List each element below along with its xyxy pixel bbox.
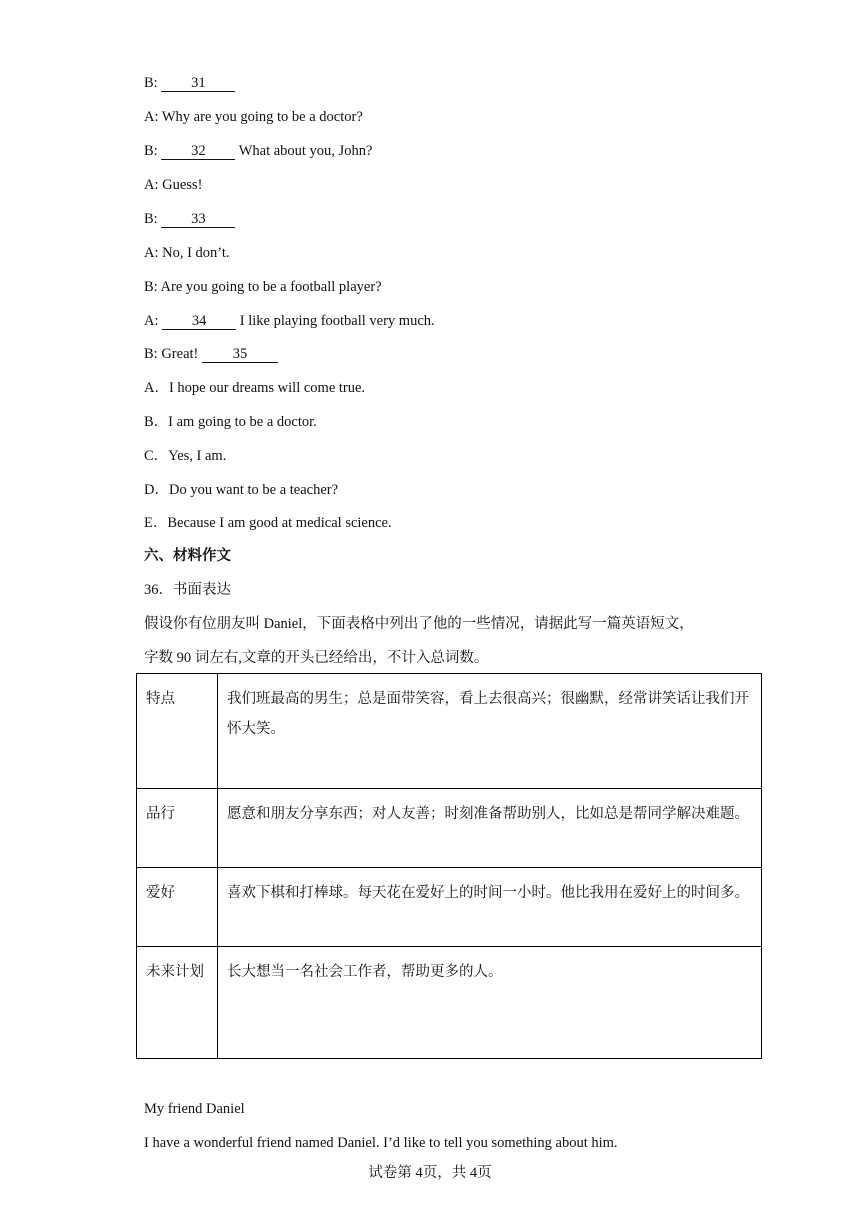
answer-blank: 32: [161, 144, 235, 160]
question-label: 36．书面表达: [144, 582, 231, 598]
essay-start: I have a wonderful friend named Daniel. I’d like to tell you something about him.: [144, 1135, 618, 1151]
dialogue-line: A: No, I don’t.: [144, 245, 230, 261]
option-c: C．Yes, I am.: [144, 448, 227, 464]
info-table: [136, 673, 762, 1059]
dialogue-line: B: 31: [144, 74, 235, 92]
page-footer: 试卷第 4页，共 4页: [368, 1165, 492, 1181]
section-title: 六、材料作文: [144, 548, 231, 564]
table-row: [137, 789, 762, 868]
essay-title: My friend Daniel: [144, 1101, 245, 1117]
table-value: 长大想当一名社会工作者，帮助更多的人。: [218, 947, 762, 1059]
instruction-line: 假设你有位朋友叫 Daniel，下面表格中列出了他的一些情况，请据此写一篇英语短文，: [144, 616, 694, 632]
answer-blank: 34: [162, 314, 236, 330]
dialogue-line: A: 34 I like playing football very much.: [144, 313, 435, 329]
table-key: 爱好: [137, 868, 218, 947]
answer-blank: 31: [161, 76, 235, 92]
table-value: 我们班最高的男生；总是面带笑容，看上去很高兴；很幽默，经常讲笑话让我们开怀大笑。: [218, 674, 762, 789]
option-b: B．I am going to be a doctor.: [144, 414, 317, 430]
answer-blank: 33: [161, 212, 235, 228]
dialogue-line: A: Why are you going to be a doctor?: [144, 109, 363, 125]
table-key: 特点: [137, 674, 218, 789]
dialogue-line: B: Are you going to be a football player?: [144, 279, 382, 295]
table-key: 未来计划: [137, 947, 218, 1059]
table-value: 喜欢下棋和打棒球。每天花在爱好上的时间一小时。他比我用在爱好上的时间多。: [218, 868, 762, 947]
option-a: A．I hope our dreams will come true.: [144, 380, 366, 396]
option-e: E．Because I am good at medical science.: [144, 515, 392, 531]
instruction-line: 字数 90 词左右,文章的开头已经给出，不计入总词数。: [144, 650, 489, 666]
answer-blank: 35: [202, 347, 278, 363]
table-row: [137, 868, 762, 947]
dialogue-line: B: 33: [144, 210, 235, 228]
option-d: D．Do you want to be a teacher?: [144, 482, 339, 498]
dialogue-line: B: Great! 35: [144, 345, 278, 363]
dialogue-line: B: 32 What about you, John?: [144, 143, 373, 159]
dialogue-line: A: Guess!: [144, 177, 203, 193]
table-row: [137, 674, 762, 789]
table-key: 品行: [137, 789, 218, 868]
table-row: [137, 947, 762, 1059]
table-value: 愿意和朋友分享东西；对人友善；时刻准备帮助别人，比如总是帮同学解决难题。: [218, 789, 762, 868]
